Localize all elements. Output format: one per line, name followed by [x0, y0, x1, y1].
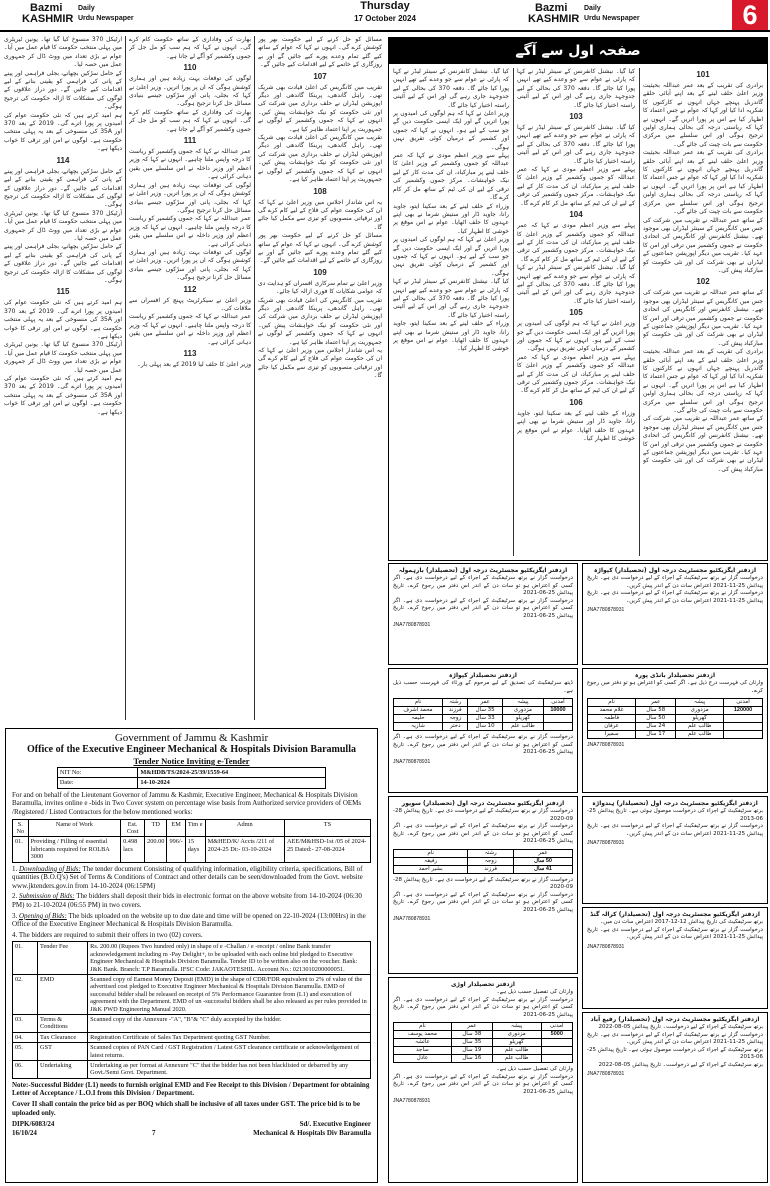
news-para: وزیر اعلیٰ نے کہا کہ ہم لوگوں کی امیدوں پر پورا اتریں گے اور ایک ایسی حکومت دیں گے جو سب کے لیے ہو۔ انہوں نے کہا کہ جموں اور کشمیر کے درمیان کوئی تفریق نہیں ہوگی۔	[393, 236, 509, 277]
news-para: تقریب میں کانگریس کی اعلیٰ قیادت بھی شریک تھی۔ راہل گاندھی، پرینکا گاندھی اور دیگر اپوزیشن لیڈران نے حلف برداری میں شرکت کی اور نئی حکومت کو نیک خواہشات پیش کیں۔ انہوں نے کہا کہ جموں وکشمیر کے لوگوں نے جمہوریت پر اپنا اعتماد ظاہر کیا ہے۔	[258, 134, 382, 184]
right-brand-name: Bazmi	[535, 2, 568, 14]
news-para: برادری کی تقریب کے بعد عمر عبداللہ بحیثیت وزیر اعلیٰ حلف لینے کے بعد اپنے آبائی حلقے گاندربل پہنچے جہاں انہوں نے کارکنوں کا شکریہ ادا کیا اور کہا کہ عوام نے جس اعتماد کا اظہار کیا ہے اس پر پورا اتریں گے۔ انہوں نے کہا کہ ریاستی درجہ کی بحالی ہماری اولین ترجیح ہوگی اور اس سلسلے میں مرکزی حکومت سے بات چیت کی جائے گی۔	[643, 149, 763, 216]
news-para: پہلے سے وزیر اعظم مودی نے کہا کہ عمر عبداللہ کو جموں وکشمیر کے وزیر اعلیٰ کا حلف لینے پر مبارکباد، ان کی مدت کار کے لیے نیک خواہشات۔ مرکز جموں وکشمیر کی ترقی کے لیے ان کی ٹیم کے ساتھ مل کر کام کرے گا۔	[517, 166, 635, 207]
story-number: 108	[313, 186, 327, 196]
signature-title: Sd/. Executive Engineer	[299, 1120, 371, 1129]
news-para: کیا گیا۔ نیشنل کانفرنس کے سینئر لیڈر نے کہا کہ پارٹی نے عوام سے جو وعدے کیے تھے انہیں پورا کیا جائے گا۔ دفعہ 370 کی بحالی کے لیے جدوجہد جاری رہے گی اور اس کے لیے آئینی راستہ اختیار کیا جائے گا۔	[393, 278, 509, 319]
notice-body: وارثان کی تفصیل حسب ذیل ہے۔	[496, 989, 573, 995]
news-para: آرٹیکل 370 منسوخ کیا گیا تھا۔ یونین ٹیریٹری میں پہلی منتخب حکومت کا قیام عمل میں آیا۔ عوام نے بڑی تعداد میں ووٹ ڈال کر جمہوری عمل میں حصہ لیا۔	[4, 341, 122, 374]
story-number: 111	[183, 136, 197, 146]
news-para: لوگوں کی توقعات بہت زیادہ ہیں اور ہماری کوشش ہوگی کہ ان پر پورا اتریں۔ وزیر اعلیٰ نے کہا کہ بجلی، پانی اور سڑکوں جیسے بنیادی مسائل حل کرنا ترجیح ہوگی۔	[129, 75, 251, 108]
news-para: بھارت کی وفاداری کے ساتھ حکومت کام کرے گی۔ انہوں نے کہا کہ ہم سب کو مل جل کر جموں وکشمیر کو آگے لے جانا ہے۔	[129, 108, 251, 133]
notice-body: درخواست گزار نے برتھ سرٹیفکیٹ کے اجراء کے لیے درخواست دی ہے۔ تاریخ پیدائش 25-11-2021 اعتراض سات دن کے اندر پیش کریں۔	[587, 575, 763, 589]
notice-body: برتھ سرٹیفکیٹ کے اجراء کے لیے درخواست۔ تاریخ پیدائش 05-08-2022	[598, 1024, 763, 1030]
news-para: وزیر اعلیٰ نے کہا کہ ہم لوگوں کی امیدوں پر پورا اتریں گے اور ایک ایسی حکومت دیں گے جو سب کے لیے ہو۔ انہوں نے کہا کہ جموں اور کشمیر کے درمیان کوئی تفریق نہیں ہوگی۔	[517, 320, 635, 353]
notice-body: درخواست گزار نے برتھ سرٹیفکیٹ کے لیے درخواست دی ہے۔ تاریخ پیدائش 28-09-2020	[393, 808, 573, 822]
news-column-1	[4, 36, 122, 722]
notice-body: درخواست گزار نے برتھ سرٹیفکیٹ کے اجراء کے لیے درخواست دی ہے۔ اگر کسی کو اعتراض ہو تو سات دن کے اندر اس دفتر میں رجوع کرے۔ تاریخ پیدائش 25-06-2021	[393, 823, 573, 844]
column-rule	[125, 36, 126, 720]
news-para: کیا گیا۔ نیشنل کانفرنس کے سینئر لیڈر نے کہا کہ پارٹی نے عوام سے جو وعدے کیے تھے انہیں پورا کیا جائے گا۔ دفعہ 370 کی بحالی کے لیے جدوجہد جاری رہے گی اور اس کے لیے آئینی راستہ اختیار کیا جائے گا۔	[517, 124, 635, 165]
tender-footer	[12, 1120, 371, 1137]
issue-date: 17 October 2024	[354, 14, 416, 23]
notice-title: ازدفتر ایگزیکٹیو مجسٹریٹ درجہ اول (تحصیلدار) بارہمولہ	[398, 567, 568, 574]
notice-body: برتھ سرٹیفکیٹ کے اجراء کی درخواست موصول ہوئی ہے۔ تاریخ پیدائش 25-06-2013	[587, 1046, 763, 1060]
notice-body: درخواست گزار نے برتھ سرٹیفکیٹ کے اجراء کے لیے درخواست دی ہے۔ اگر کسی کو اعتراض ہو تو سات دن کے اندر اس دفتر میں رجوع کرے۔ تاریخ پیدائش 25-06-2021	[393, 734, 573, 755]
notice-body: درخواست گزار نے برتھ سرٹیفکیٹ کے اجراء کے لیے درخواست دی ہے۔ اگر کسی کو اعتراض ہو تو سات دن کے اندر اس دفتر میں رجوع کرے۔ تاریخ پیدائش 25-06-2021	[393, 1073, 573, 1095]
news-para: برادری کی تقریب کے بعد عمر عبداللہ بحیثیت وزیر اعلیٰ حلف لینے کے بعد اپنے آبائی حلقے گاندربل پہنچے جہاں انہوں نے کارکنوں کا شکریہ ادا کیا اور کہا کہ عوام نے جس اعتماد کا اظہار کیا ہے اس پر پورا اتریں گے۔ انہوں نے کہا کہ ریاستی درجہ کی بحالی ہماری اولین ترجیح ہوگی اور اس سلسلے میں مرکزی حکومت سے بات چیت کی جائے گی۔	[643, 348, 763, 415]
tender-intro: For and on behalf of the Lieutenant Governor of Jammu & Kashmir, Executive Engineer, Mechanical & Hospitals Division Baramulla, invites online e -bids in Two Cover system on percentage wise basis from Authorized service providers of OEMs /Registered / Listed Contractors for the below mentioned works:	[12, 790, 362, 816]
notice-code: JNA7780878931	[587, 1071, 625, 1077]
notice-code: JNA7780878931	[393, 916, 431, 922]
news-para: وزیر اعلیٰ نے سیکرٹریٹ پہنچ کر افسران سے ملاقات کی۔	[129, 296, 251, 312]
news-para: یہ اس شاندار اجلاس میں وزیر اعلیٰ نے کہا کہ ان کی حکومت عوام کی فلاح کے لیے کام کرے گی اور ترقیاتی منصوبوں کو تیزی سے مکمل کیا جائے گا۔	[258, 198, 382, 231]
news-para: کیا گیا۔ نیشنل کانفرنس کے سینئر لیڈر نے کہا کہ پارٹی نے عوام سے جو وعدے کیے تھے انہیں پورا کیا جائے گا۔ دفعہ 370 کی بحالی کے لیے جدوجہد جاری رہے گی اور اس کے لیے آئینی راستہ اختیار کیا جائے گا۔	[517, 68, 635, 109]
news-para: مسائل کو حل کرنے کے لیے حکومت بھر پور کوشش کرے گی۔ انہوں نے کہا کہ عوام کے ساتھ کیے گئے تمام وعدے پورے کیے جائیں گے اور بے روزگاری کے خاتمے کے لیے اقدامات کیے جائیں گے۔	[258, 232, 382, 265]
editorial-box	[388, 37, 768, 561]
story-number: 112	[183, 284, 197, 294]
news-para: آرٹیکل 370 منسوخ کیا گیا تھا۔ یونین ٹیریٹری میں پہلی منتخب حکومت کا قیام عمل میں آیا۔ عوام نے بڑی تعداد میں ووٹ ڈال کر جمہوری عمل میں حصہ لیا۔	[4, 36, 122, 69]
news-para: ہم امید کرتے ہیں کہ نئی حکومت عوام کی امیدوں پر پورا اترے گی۔ 2019 کے بعد 370 اور 35A کی منسوخی کے بعد یہ پہلی منتخب حکومت ہے۔ لوگوں نے امن اور ترقی کا خواب دیکھا ہے۔	[4, 299, 122, 340]
story-number: 107	[313, 71, 327, 81]
editorial-column-left	[393, 68, 509, 558]
notice-body: درخواست گزار نے برتھ سرٹیفکیٹ کے اجراء کے لیے درخواست دی ہے۔ اگر کسی کو اعتراض ہو تو سات دن کے اندر اس دفتر میں رجوع کرے۔ تاریخ پیدائش 25-06-2021	[393, 575, 573, 596]
news-para: کے حامل سڑکیں بچھانے، بجلی فراہمی اور پینے کے پانی کی فراہمی کو یقینی بنانے کے لیے اقدامات کیے جائیں گے۔ دور دراز علاقوں کے لوگوں کی مشکلات کا ازالہ حکومت کی ترجیح ہوگی۔	[4, 167, 122, 209]
news-para: ہم امید کرتے ہیں کہ نئی حکومت عوام کی امیدوں پر پورا اترے گی۔ 2019 کے بعد 370 اور 35A کی منسوخی کے بعد یہ پہلی منتخب حکومت ہے۔ لوگوں نے امن اور ترقی کا خواب دیکھا ہے۔	[4, 111, 122, 153]
notice-ad	[582, 796, 768, 904]
notice-body: درخواست گزار نے برتھ سرٹیفکیٹ کے اجراء کے لیے درخواست دی ہے۔ اگر کسی کو اعتراض ہو تو سات دن کے اندر اس دفتر میں رجوع کرے۔ تاریخ پیدائش 25-06-2021	[393, 891, 573, 913]
news-para: ہم امید کرتے ہیں کہ نئی حکومت عوام کی امیدوں پر پورا اترے گی۔ 2019 کے بعد 370 اور 35A کی منسوخی کے بعد یہ پہلی منتخب حکومت ہے۔ لوگوں نے امن اور ترقی کا خواب دیکھا ہے۔	[4, 375, 122, 416]
notice-ad	[582, 907, 768, 1009]
page-number: 6	[732, 0, 768, 30]
notice-ad	[388, 563, 578, 665]
editorial-column-right	[643, 68, 763, 558]
news-column-2	[129, 36, 251, 722]
tender-notice	[5, 728, 378, 1183]
news-para: پہلے سے وزیر اعظم مودی نے کہا کہ عمر عبداللہ کو جموں وکشمیر کے وزیر اعلیٰ کا حلف لینے پر مبارکباد، ان کی مدت کار کے لیے نیک خواہشات۔ مرکز جموں وکشمیر کی ترقی کے لیے ان کی ٹیم کے ساتھ مل کر کام کرے گا۔	[517, 353, 635, 395]
right-tag-urdu: Urdu Newspaper	[584, 15, 640, 22]
news-para: لوگوں کی توقعات بہت زیادہ ہیں اور ہماری کوشش ہوگی کہ ان پر پورا اتریں۔ وزیر اعلیٰ نے کہا کہ بجلی، پانی اور سڑکوں جیسے بنیادی مسائل حل کرنا ترجیح ہوگی۔	[129, 248, 251, 282]
notice-body: درخواست گزار نے برتھ سرٹیفکیٹ کے اجراء کے لیے درخواست دی ہے۔ تاریخ پیدائش 25-11-2021 اعتراض سات دن کے اندر پیش کریں۔	[587, 1031, 763, 1045]
news-para: کے ساتھ عمر عبداللہ نے تقریب میں شرکت کی جس میں کانگریس کے سینئر لیڈران بھی موجود تھے۔ نیشنل کانفرنس اور کانگریس کی اتحادی حکومت نے جموں وکشمیر میں ترقی اور امن کا عہد کیا۔ تقریب میں دیگر اپوزیشن جماعتوں کے لیڈران نے بھی شرکت کی اور نئی حکومت کو مبارکباد پیش کی۔	[643, 289, 763, 347]
news-para: کیا گیا۔ نیشنل کانفرنس کے سینئر لیڈر نے کہا کہ پارٹی نے عوام سے جو وعدے کیے تھے انہیں پورا کیا جائے گا۔ دفعہ 370 کی بحالی کے لیے جدوجہد جاری رہے گی اور اس کے لیے آئینی راستہ اختیار کیا جائے گا۔	[393, 68, 509, 109]
story-number: 114	[56, 155, 70, 165]
news-para: تقریب میں کانگریس کی اعلیٰ قیادت بھی شریک تھی۔ راہل گاندھی، پرینکا گاندھی اور دیگر اپوزیشن لیڈران نے حلف برداری میں شرکت کی اور نئی حکومت کو نیک خواہشات پیش کیں۔ انہوں نے کہا کہ جموں وکشمیر کے لوگوں نے جمہوریت پر اپنا اعتماد ظاہر کیا ہے۔	[258, 83, 382, 133]
news-para: تقریب میں کانگریس کی اعلیٰ قیادت بھی شریک تھی۔ راہل گاندھی، پرینکا گاندھی اور دیگر اپوزیشن لیڈران نے حلف برداری میں شرکت کی اور نئی حکومت کو نیک خواہشات پیش کیں۔ انہوں نے کہا کہ جموں وکشمیر کے لوگوں نے جمہوریت پر اپنا اعتماد ظاہر کیا ہے۔	[258, 296, 382, 346]
news-para: لوگوں کی توقعات بہت زیادہ ہیں اور ہماری کوشش ہوگی کہ ان پر پورا اتریں۔ وزیر اعلیٰ نے کہا کہ بجلی، پانی اور سڑکوں جیسے بنیادی مسائل حل کرنا ترجیح ہوگی۔	[129, 181, 251, 214]
story-number: 101	[696, 70, 710, 79]
news-para: وزراء کے حلف لینے کے بعد سکینا ایتو، جاوید رانا، جاوید ڈار اور ستیش شرما نے بھی اپنے عہدوں کا حلف اٹھایا۔ عوام نے اس موقع پر خوشی کا اظہار کیا۔	[517, 409, 635, 443]
editorial-column-middle	[517, 68, 635, 558]
dipk-date: 16/10/24	[12, 1128, 37, 1137]
notice-body: برتھ سرٹیفکیٹ کی تاریخ پیدائش 12-12-2017 اعتراض سات دن میں۔	[600, 919, 763, 925]
left-brand-name-2: KASHMIR	[22, 13, 74, 25]
notice-code: JNA7780878931	[587, 607, 625, 613]
notice-title: ازدفتر ایگزیکٹیو مجسٹریٹ درجہ اول (تحصیلدار) سوپور	[401, 800, 565, 807]
tender-office: Office of the Executive Engineer Mechanical & Hospitals Division Baramulla	[27, 744, 356, 755]
notice-title: ازدفتر ایگزیکٹیو مجسٹریٹ درجہ اول (تحصیلدار) ہندواڑہ	[592, 800, 758, 807]
news-para: عمر عبداللہ نے کہا کہ جموں وکشمیر کو ریاست کا درجہ واپس ملنا چاہیے۔ انہوں نے کہا کہ وزیر اعظم اور وزیر داخلہ نے اس سلسلے میں یقین دہانی کرائی ہے۔	[129, 215, 251, 248]
notice-ad	[388, 668, 578, 793]
column-rule	[513, 68, 514, 556]
dipk-number: DIPK/6083/24	[12, 1120, 55, 1129]
works-table: S. No Name of Work Est. Cost TD EM Tim e Admn TS 01. Providing / Filling of essential lubricants required for ROLBA 3000 0.498 lacs 200.00 996/- 15 days M&HED/K/ Accts /211 of 2024-25 Dt:- 03-10-2024 AEE/M&HSD-1st /05 of 2024-25 Dated:- 27-08-2024	[12, 819, 371, 863]
notice-code: JNA7780878931	[587, 840, 625, 846]
issue-day: Thursday	[360, 0, 410, 12]
story-number: 105	[569, 308, 583, 318]
story-number: 115	[56, 287, 70, 297]
notice-title: ازدفتر تحصیلدار اوڑی	[451, 981, 515, 988]
news-para: کیا گیا۔ نیشنل کانفرنس کے سینئر لیڈر نے کہا کہ پارٹی نے عوام سے جو وعدے کیے تھے انہیں پورا کیا جائے گا۔ دفعہ 370 کی بحالی کے لیے جدوجہد جاری رہے گی اور اس کے لیے آئینی راستہ اختیار کیا جائے گا۔	[517, 264, 635, 305]
column-rule	[639, 68, 640, 556]
left-tag-urdu: Urdu Newspaper	[78, 15, 134, 22]
news-para: پہلے سے وزیر اعظم مودی نے کہا کہ عمر عبداللہ کو جموں وکشمیر کے وزیر اعلیٰ کا حلف لینے پر مبارکباد، ان کی مدت کار کے لیے نیک خواہشات۔ مرکز جموں وکشمیر کی ترقی کے لیے ان کی ٹیم کے ساتھ مل کر کام کرے گا۔	[517, 222, 635, 263]
notice-title: ازدفتر ایگزیکٹیو مجسٹریٹ درجہ اول (تحصیلدار) کرالہ گنڈ	[590, 911, 760, 918]
news-para: یہ اس شاندار اجلاس میں وزیر اعلیٰ نے کہا کہ ان کی حکومت عوام کی فلاح کے لیے کام کرے گی اور ترقیاتی منصوبوں کو تیزی سے مکمل کیا جائے گا۔	[258, 347, 382, 380]
news-para: وزراء کے حلف لینے کے بعد سکینا ایتو، جاوید رانا، جاوید ڈار اور ستیش شرما نے بھی اپنے عہدوں کا حلف اٹھایا۔ عوام نے اس موقع پر خوشی کا اظہار کیا۔	[393, 202, 509, 235]
news-para: آرٹیکل 370 منسوخ کیا گیا تھا۔ یونین ٹیریٹری میں پہلی منتخب حکومت کا قیام عمل میں آیا۔ عوام نے بڑی تعداد میں ووٹ ڈال کر جمہوری عمل میں حصہ لیا۔	[4, 209, 122, 242]
heirs-table: آمدنی پیشہ عمر رشتہ نام 10000 مزدوری 35 سال فرزند محمد اشرف گھریلو 33 سال زوجہ حلیمہ طالب علم 10 سال دختر شازیہ	[393, 698, 573, 731]
news-para: وزیر اعلیٰ کا حلف لیا 2019 کے بعد پہلی بار۔	[137, 361, 251, 368]
right-brand-name-2: KASHMIR	[528, 13, 580, 25]
notice-ad	[388, 796, 578, 974]
news-para: وزراء کے حلف لینے کے بعد سکینا ایتو، جاوید رانا، جاوید ڈار اور ستیش شرما نے بھی اپنے عہدوں کا حلف اٹھایا۔ عوام نے اس موقع پر خوشی کا اظہار کیا۔	[393, 320, 509, 353]
news-para: وزیر اعلیٰ نے تمام سرکاری افسران کو ہدایت دی کہ عوامی شکایات کا فوری ازالہ کیا جائے۔	[258, 279, 382, 296]
notice-body: وارثان کی فہرست درج ذیل ہے۔ اگر کسی کو اعتراض ہو تو دفتر میں رجوع کرے۔	[587, 680, 763, 694]
notice-title: ازدفتر ایگزیکٹیو مجسٹریٹ درجہ اول (تحصیلدار) رفیع آباد	[590, 1016, 760, 1023]
notice-body: درخواست گزار نے برتھ سرٹیفکیٹ کے اجراء کے لیے درخواست دی ہے۔ تاریخ پیدائش 25-11-2021 اعتراض سات دن کے اندر پیش کریں۔	[587, 590, 763, 604]
heirs-table: عمر رشتہ نام 50 سال زوجہ رفیقہ 41 سال فرزند بشیر احمد	[393, 849, 573, 874]
news-para: کے ساتھ عمر عبداللہ نے تقریب میں شرکت کی جس میں کانگریس کے سینئر لیڈران بھی موجود تھے۔ نیشنل کانفرنس اور کانگریس کی اتحادی حکومت نے جموں وکشمیر میں ترقی اور امن کا عہد کیا۔ تقریب میں دیگر اپوزیشن جماعتوں کے لیڈران نے بھی شرکت کی اور نئی حکومت کو مبارکباد پیش کی۔	[643, 415, 763, 473]
notice-title: ازدفتر تحصیلدار بانڈی پورہ	[634, 672, 716, 679]
notice-code: JNA7780878931	[587, 943, 625, 950]
notice-body: برتھ سرٹیفکیٹ کے اجراء کے لیے درخواست۔ تاریخ پیدائش 05-08-2022	[598, 1061, 763, 1068]
notice-ad	[388, 977, 578, 1183]
notice-code: JNA7780878931	[393, 622, 431, 628]
notice-body: ڈیتھ سرٹیفکیٹ کی تصدیق کے لیے مرحوم کے ورثاء کی فہرست حسب ذیل ہے۔	[393, 680, 573, 694]
notice-code: JNA7780878931	[393, 758, 431, 765]
heirs-table: آمدنی پیشہ عمر نام 5000 مزدوری 38 سال محمد یوسف گھریلو 35 سال عائشہ طالب علم 19 سال ساجد طالب علم 16 سال عادل	[393, 1022, 573, 1063]
tender-title: Tender Notice Inviting e-Tender	[133, 756, 250, 766]
news-para: عمر عبداللہ نے کہا کہ جموں وکشمیر کو ریاست کا درجہ واپس ملنا چاہیے۔ انہوں نے کہا کہ وزیر اعظم اور وزیر داخلہ نے اس سلسلے میں یقین دہانی کرائی ہے۔	[129, 148, 251, 181]
tender-government: Government of Jammu & Kashmir	[114, 732, 269, 744]
notice-code: JNA7780878931	[587, 742, 625, 748]
news-para: کے حامل سڑکیں بچھانے، بجلی فراہمی اور پینے کے پانی کی فراہمی کو یقینی بنانے کے لیے اقدامات کیے جائیں گے۔ دور دراز علاقوں کے لوگوں کی مشکلات کا ازالہ حکومت کی ترجیح ہوگی۔	[4, 243, 122, 284]
notice-ad	[582, 1012, 768, 1183]
news-column-3	[258, 36, 382, 722]
notice-ad	[582, 563, 768, 665]
story-number: 110	[183, 63, 197, 73]
notice-body: برتھ سرٹیفکیٹ کے اجراء کی درخواست موصول ہوئی ہے۔ تاریخ پیدائش 25-06-2013	[587, 808, 763, 822]
nit-table: NIT No: M&HDB/TS/2024-25/39/1559-64 Date: 14-10-2024	[57, 767, 326, 789]
masthead	[0, 0, 770, 32]
notice-title: ازدفتر ایگزیکٹیو مجسٹریٹ درجہ اول (تحصیلدار) کپواڑہ	[593, 567, 757, 574]
notice-body: درخواست گزار نے برتھ سرٹیفکیٹ کے اجراء کے لیے درخواست دی ہے۔ اگر کسی کو اعتراض ہو تو سات دن کے اندر اس دفتر میں رجوع کرے۔ تاریخ پیدائش 25-06-2021	[393, 597, 573, 619]
notice-code: JNA7780878931	[393, 1098, 431, 1104]
news-para: بھارت کی وفاداری کے ساتھ حکومت کام کرے گی۔ انہوں نے کہا کہ ہم سب کو مل جل کر جموں وکشمیر کو آگے لے جانا ہے۔	[129, 36, 251, 60]
news-para: وزیر اعلیٰ نے کہا کہ ہم لوگوں کی امیدوں پر پورا اتریں گے اور ایک ایسی حکومت دیں گے جو سب کے لیے ہو۔ انہوں نے کہا کہ جموں اور کشمیر کے درمیان کوئی تفریق نہیں ہوگی۔	[393, 110, 509, 151]
news-para: پہلے سے وزیر اعظم مودی نے کہا کہ عمر عبداللہ کو جموں وکشمیر کے وزیر اعلیٰ کا حلف لینے پر مبارکباد، ان کی مدت کار کے لیے نیک خواہشات۔ مرکز جموں وکشمیر کی ترقی کے لیے ان کی ٹیم کے ساتھ مل کر کام کرے گا۔	[393, 152, 509, 202]
notice-body: درخواست گزار نے برتھ سرٹیفکیٹ کے لیے درخواست دی ہے۔ تاریخ پیدائش 28-09-2020	[393, 876, 573, 890]
story-number: 113	[183, 349, 197, 358]
notice-body: درخواست گزار نے برتھ سرٹیفکیٹ کے اجراء کے لیے درخواست دی ہے۔ تاریخ پیدائش 25-11-2021 اعتراض سات دن کے اندر پیش کریں۔	[587, 823, 763, 837]
tender-note: Note:-Successful Bidder (L1) needs to furnish original EMD and Fee Receipt to this Division / Department for obtaining Letter of Acceptance / L.O.I from this Division / Department.	[12, 1080, 370, 1098]
notice-ad	[582, 668, 768, 793]
left-brand-name: Bazmi	[30, 2, 63, 14]
tender-page: 7	[152, 1128, 156, 1137]
news-para: مسائل کو حل کرنے کے لیے حکومت بھر پور کوشش کرے گی۔ انہوں نے کہا کہ عوام کے ساتھ کیے گئے تمام وعدے پورے کیے جائیں گے اور بے روزگاری کے خاتمے کے لیے اقدامات کیے جائیں گے۔	[258, 36, 382, 69]
news-para: کے ساتھ عمر عبداللہ نے تقریب میں شرکت کی جس میں کانگریس کے سینئر لیڈران بھی موجود تھے۔ نیشنل کانفرنس اور کانگریس کی اتحادی حکومت نے جموں وکشمیر میں ترقی اور امن کا عہد کیا۔ تقریب میں دیگر اپوزیشن جماعتوں کے لیڈران نے بھی شرکت کی اور نئی حکومت کو مبارکباد پیش کی۔	[643, 216, 763, 274]
column-rule	[254, 36, 255, 720]
tender-point: 1. Downloading of Bids: The tender document Consisting of qualifying information, eligibility criteria, specifications, Bill of quantities (B.O.Q's) Set of Terms & Conditions of Contract and other details can be seen/downloaded from the Govt. website www.jktenders.gov.in from 14-10-2024 (06:15PM)	[12, 864, 363, 890]
editorial-heading: صفحہ اول سے آگے	[389, 38, 767, 64]
tender-cover: Cover II shall contain the price bid as per BOQ which shall be inclusive of all taxes under GST. The price bid is to be uploaded only.	[12, 1100, 361, 1117]
tender-point: 4. The bidders are required to submit their offers in two (02) covers.	[12, 930, 203, 939]
news-para: عمر عبداللہ نے کہا کہ جموں وکشمیر کو ریاست کا درجہ واپس ملنا چاہیے۔ انہوں نے کہا کہ وزیر اعظم اور وزیر داخلہ نے اس سلسلے میں یقین دہانی کرائی ہے۔	[129, 313, 251, 346]
documents-table: 01. Tender Fee Rs. 200.00 (Rupees Two hundred only) in shape of e -Challan / e -receipt / online Bank transfer acknowledgement including m -Pay Delight+, to be uploaded with each online bid pledged to Executive Engineer Mechanical & Hospitals Division Baramulla. Tender ID to be written also on the voucher. Bank: J&K Bank. Branch: T.P Baramulla. IFSC Code: JAKAOTESHIL. Account No.: 0213010200000051. 02. EMD Scanned copy of Earnest Money Deposit (EMD) in the shape of CDR/FDR equivalent to 2% of value of the advertised cost pledged to Executive Engineer Mechanical & Hospitals Division Baramulla. EMD of successful bidder shall be released on receipt of 5% Performance Guarantee from (L1) and execution of agreement with the Department. EMD of un -successful bidders shall be also released as per rules provided in J&K PWD Engineering Manual 2020. 03. Terms & Conditions Scanned copy of the Annexure -"A", "B"& "C" duly accepted by the bidder. 04. Tax Clearance Registration Certificate of Sales Tax Department quoting GST Number. 05. GST Scanned copies of PAN Card / GST Registration / Latest GST clearance certificate or acknowledgement of latest returns. 06. Undertaking Undertaking as per format at Annexure "C" that the bidder has not been blacklisted or debarred by any Govt./Semi Govt. Department.	[12, 941, 371, 1079]
story-number: 104	[569, 210, 583, 220]
story-number: 109	[313, 267, 327, 277]
notice-title: ازدفتر تحصیلدار کپواڑہ	[449, 672, 517, 679]
right-tag-daily: Daily	[584, 5, 601, 12]
signature-office: Mechanical & Hospitals Div Baramulla	[253, 1128, 371, 1137]
tender-point: 2. Submission of Bids: The bidders shall deposit their bids in electronic format on the above website from 14-10-2024 (06:30 PM) to 21-10-2024 (06:55 PM) in two covers.	[12, 892, 362, 909]
notice-body: درخواست گزار نے برتھ سرٹیفکیٹ کے اجراء کے لیے درخواست دی ہے۔ تاریخ پیدائش 25-11-2021 اعتراض سات دن کے اندر پیش کریں۔	[587, 926, 763, 940]
story-number: 102	[696, 277, 710, 287]
story-number: 103	[569, 112, 583, 122]
left-tag-daily: Daily	[78, 5, 95, 12]
tender-point: 3. Opening of Bids: The bids uploaded on the website up to due date and time will be opened on 22-10-2024 (13:00Hrs) in the Office of the Executive Engineer Mechanical & Hospitals Division Baramulla.	[12, 911, 366, 929]
story-number: 106	[569, 397, 583, 407]
heirs-table: آمدنی پیشہ عمر نام 120000 مزدوری 58 سال غلام محمد گھریلو 50 سال فاطمہ طالب علم 24 سال عرفان طالب علم 17 سال سمیرا	[587, 698, 763, 739]
news-para: کے حامل سڑکیں بچھانے، بجلی فراہمی اور پینے کے پانی کی فراہمی کو یقینی بنانے کے لیے اقدامات کیے جائیں گے۔ دور دراز علاقوں کے لوگوں کی مشکلات کا ازالہ حکومت کی ترجیح ہوگی۔	[4, 69, 122, 111]
news-para: برادری کی تقریب کے بعد عمر عبداللہ بحیثیت وزیر اعلیٰ حلف لینے کے بعد اپنے آبائی حلقے گاندربل پہنچے جہاں انہوں نے کارکنوں کا شکریہ ادا کیا اور کہا کہ عوام نے جس اعتماد کا اظہار کیا ہے اس پر پورا اتریں گے۔ انہوں نے کہا کہ ریاستی درجہ کی بحالی ہماری اولین ترجیح ہوگی اور اس سلسلے میں مرکزی حکومت سے بات چیت کی جائے گی۔	[643, 82, 763, 148]
notice-body: درخواست گزار نے برتھ سرٹیفکیٹ کے اجراء کے لیے درخواست دی ہے۔ اگر کسی کو اعتراض ہو تو سات دن کے اندر اس دفتر میں رجوع کرے۔ تاریخ پیدائش 25-06-2021	[393, 996, 573, 1018]
notice-body: وارثان کی تفصیل حسب ذیل ہے۔	[496, 1066, 573, 1072]
